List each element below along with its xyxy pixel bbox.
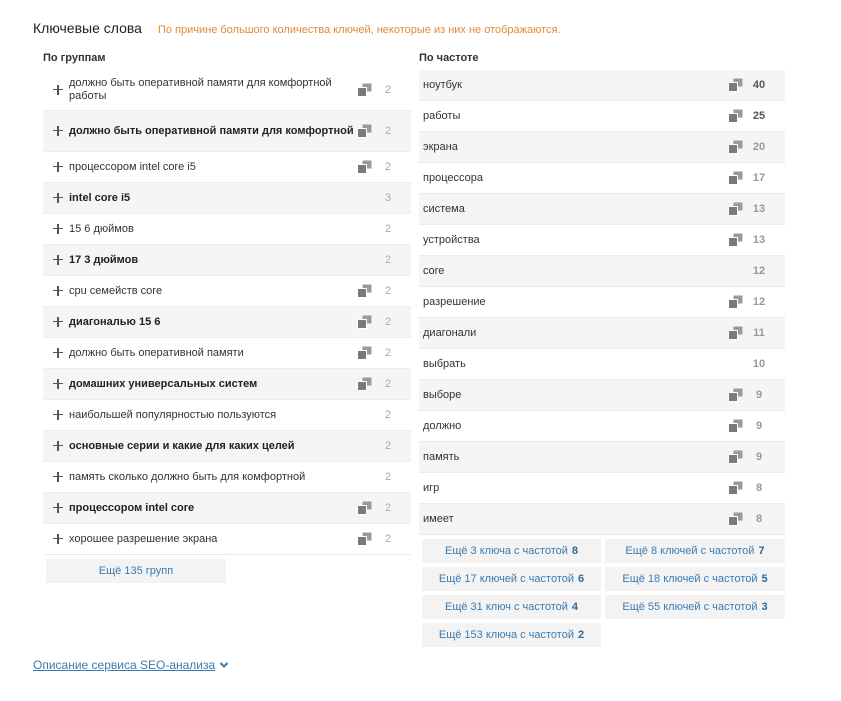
copy-icon[interactable]	[727, 232, 743, 248]
copy-icon[interactable]	[356, 123, 372, 139]
keyword-row[interactable]	[419, 411, 785, 442]
more-groups-label: Ещё 135 групп	[98, 565, 174, 577]
plus-icon[interactable]	[53, 286, 63, 296]
keyword-label: экрана	[423, 140, 458, 153]
keyword-row[interactable]	[419, 287, 785, 318]
keyword-row[interactable]	[419, 70, 785, 101]
group-row[interactable]	[43, 369, 411, 400]
keyword-count: 12	[752, 265, 766, 277]
more-keys-frequency: 3	[761, 601, 768, 613]
copy-icon[interactable]	[356, 314, 372, 330]
plus-icon[interactable]	[53, 441, 63, 451]
keyword-row[interactable]	[419, 256, 785, 287]
group-label: диагональю 15 6	[69, 315, 161, 328]
keyword-count: 25	[752, 110, 766, 122]
more-keys-frequency: 2	[578, 629, 585, 641]
keyword-row[interactable]	[419, 318, 785, 349]
keyword-count: 40	[752, 79, 766, 91]
group-label: intel core i5	[69, 191, 131, 204]
plus-icon[interactable]	[53, 224, 63, 234]
keyword-row[interactable]	[419, 163, 785, 194]
group-count: 2	[384, 471, 392, 483]
copy-icon[interactable]	[727, 170, 743, 186]
copy-icon[interactable]	[727, 201, 743, 217]
keyword-count: 8	[755, 482, 763, 494]
plus-icon[interactable]	[53, 85, 63, 95]
more-keys-button[interactable]	[422, 595, 601, 619]
keyword-label: выборе	[423, 388, 462, 401]
group-label: 15 6 дюймов	[69, 222, 134, 235]
copy-icon	[356, 407, 372, 423]
seo-description-label: Описание сервиса SEO-анализа	[33, 658, 216, 672]
keyword-count: 9	[755, 389, 763, 401]
groups-list	[43, 70, 411, 555]
group-count: 2	[384, 316, 392, 328]
copy-icon	[727, 356, 743, 372]
group-row[interactable]	[43, 431, 411, 462]
more-keys-button[interactable]	[605, 595, 785, 619]
group-count: 2	[384, 502, 392, 514]
groups-heading: По группам	[43, 52, 106, 64]
keyword-row[interactable]	[419, 349, 785, 380]
keyword-count: 9	[755, 420, 763, 432]
keyword-row[interactable]	[419, 101, 785, 132]
more-keys-label: Ещё 18 ключей с частотой	[622, 573, 758, 585]
copy-icon	[356, 190, 372, 206]
copy-icon	[356, 221, 372, 237]
group-count: 2	[384, 409, 392, 421]
more-keys-label: Ещё 153 ключа с частотой	[438, 629, 574, 641]
keyword-label: процессора	[423, 171, 483, 184]
more-keys-label: Ещё 3 ключа с частотой	[445, 545, 568, 557]
plus-icon[interactable]	[53, 317, 63, 327]
more-keys-frequency: 5	[761, 573, 768, 585]
plus-icon[interactable]	[53, 193, 63, 203]
plus-icon[interactable]	[53, 162, 63, 172]
group-row[interactable]	[43, 338, 411, 369]
more-keys-frequency: 4	[571, 601, 578, 613]
keyword-label: имеет	[423, 512, 454, 525]
group-label: наибольшей популярностью пользуются	[69, 408, 277, 421]
copy-icon[interactable]	[727, 294, 743, 310]
group-label: процессором intel core	[69, 501, 195, 514]
keyword-label: ноутбук	[423, 78, 462, 91]
plus-icon[interactable]	[53, 255, 63, 265]
group-label: должно быть оперативной памяти для комфортной	[69, 124, 354, 137]
plus-icon[interactable]	[53, 472, 63, 482]
keyword-count: 13	[752, 234, 766, 246]
group-label: cpu семейств core	[69, 284, 163, 297]
chevron-down-icon	[219, 660, 229, 670]
keyword-label: система	[423, 202, 465, 215]
group-label: должно быть оперативной памяти для комфортной работы	[69, 77, 332, 102]
copy-icon	[727, 263, 743, 279]
keyword-label: память	[423, 450, 460, 463]
keyword-row[interactable]	[419, 380, 785, 411]
group-count: 2	[384, 378, 392, 390]
keyword-row[interactable]	[419, 225, 785, 256]
more-keys-frequency: 7	[758, 545, 765, 557]
keyword-label: диагонали	[423, 326, 477, 339]
group-count: 2	[384, 125, 392, 137]
plus-icon[interactable]	[53, 534, 63, 544]
group-count: 2	[384, 440, 392, 452]
group-count: 2	[384, 285, 392, 297]
keyword-label: разрешение	[423, 295, 486, 308]
frequency-list	[419, 70, 785, 535]
copy-icon[interactable]	[356, 82, 372, 98]
group-count: 2	[384, 347, 392, 359]
copy-icon[interactable]	[727, 511, 743, 527]
group-row[interactable]	[43, 111, 411, 152]
keyword-row[interactable]	[419, 473, 785, 504]
copy-icon[interactable]	[727, 480, 743, 496]
more-keys-label: Ещё 31 ключ с частотой	[445, 601, 568, 613]
keyword-label: работы	[423, 109, 461, 122]
group-row[interactable]	[43, 214, 411, 245]
frequency-heading: По частоте	[419, 52, 479, 64]
copy-icon[interactable]	[727, 108, 743, 124]
plus-icon[interactable]	[53, 379, 63, 389]
group-row[interactable]	[43, 70, 411, 111]
keyword-count: 8	[755, 513, 763, 525]
more-keys-button[interactable]	[422, 567, 601, 591]
keyword-row[interactable]	[419, 194, 785, 225]
copy-icon[interactable]	[356, 159, 372, 175]
plus-icon[interactable]	[53, 503, 63, 513]
more-keys-button[interactable]	[422, 623, 601, 647]
group-count: 2	[384, 223, 392, 235]
plus-icon[interactable]	[53, 348, 63, 358]
plus-icon[interactable]	[53, 126, 63, 136]
group-label: основные серии и какие для каких целей	[69, 439, 295, 452]
keyword-label: игр	[423, 481, 440, 494]
keyword-row[interactable]	[419, 504, 785, 535]
more-keys-frequency: 8	[571, 545, 578, 557]
copy-icon[interactable]	[356, 500, 372, 516]
keyword-row[interactable]	[419, 132, 785, 163]
group-count: 3	[384, 192, 392, 204]
copy-icon[interactable]	[356, 376, 372, 392]
group-row[interactable]	[43, 152, 411, 183]
plus-icon[interactable]	[53, 410, 63, 420]
keyword-count: 12	[752, 296, 766, 308]
group-label: память сколько должно быть для комфортной	[69, 470, 306, 483]
copy-icon[interactable]	[727, 77, 743, 93]
more-groups-button[interactable]	[46, 559, 226, 583]
keyword-count: 13	[752, 203, 766, 215]
more-keys-frequency: 6	[578, 573, 585, 585]
group-row[interactable]	[43, 276, 411, 307]
copy-icon[interactable]	[356, 283, 372, 299]
group-count: 2	[384, 254, 392, 266]
keyword-label: выбрать	[423, 357, 466, 370]
group-label: 17 3 дюймов	[69, 253, 139, 266]
group-row[interactable]	[43, 524, 411, 555]
copy-icon	[356, 252, 372, 268]
group-label: хорошее разрешение экрана	[69, 532, 218, 545]
group-label: домашних универсальных систем	[69, 377, 258, 390]
keyword-label: должно	[423, 419, 462, 432]
group-count: 2	[384, 84, 392, 96]
more-keys-button[interactable]	[605, 539, 785, 563]
group-count: 2	[384, 533, 392, 545]
header	[33, 20, 561, 36]
page-title: Ключевые слова	[33, 20, 142, 36]
seo-description-link[interactable]	[33, 658, 229, 672]
group-row[interactable]	[43, 183, 411, 214]
keyword-count: 9	[755, 451, 763, 463]
more-keys-button[interactable]	[605, 567, 785, 591]
more-keys-label: Ещё 55 ключей с частотой	[622, 601, 758, 613]
copy-icon	[356, 469, 372, 485]
keyword-count: 10	[752, 358, 766, 370]
group-row[interactable]	[43, 400, 411, 431]
copy-icon[interactable]	[356, 531, 372, 547]
copy-icon[interactable]	[727, 449, 743, 465]
group-row[interactable]	[43, 245, 411, 276]
keyword-count: 17	[752, 172, 766, 184]
keyword-label: core	[423, 264, 445, 277]
copy-icon	[356, 438, 372, 454]
group-label: процессором intel core i5	[69, 160, 196, 173]
keyword-count: 20	[752, 141, 766, 153]
keyword-label: устройства	[423, 233, 480, 246]
group-count: 2	[384, 161, 392, 173]
copy-icon[interactable]	[727, 387, 743, 403]
copy-icon[interactable]	[727, 139, 743, 155]
group-row[interactable]	[43, 493, 411, 524]
copy-icon[interactable]	[727, 325, 743, 341]
copy-icon[interactable]	[356, 345, 372, 361]
copy-icon[interactable]	[727, 418, 743, 434]
more-keys-label: Ещё 17 ключей с частотой	[438, 573, 574, 585]
truncation-notice: По причине большого количества ключей, некоторые из них не отображаются.	[157, 24, 561, 36]
group-row[interactable]	[43, 307, 411, 338]
group-label: должно быть оперативной памяти	[69, 346, 244, 359]
group-row[interactable]	[43, 462, 411, 493]
keyword-count: 11	[753, 327, 765, 339]
more-keys-label: Ещё 8 ключей с частотой	[625, 545, 755, 557]
keyword-row[interactable]	[419, 442, 785, 473]
more-keys-button[interactable]	[422, 539, 601, 563]
